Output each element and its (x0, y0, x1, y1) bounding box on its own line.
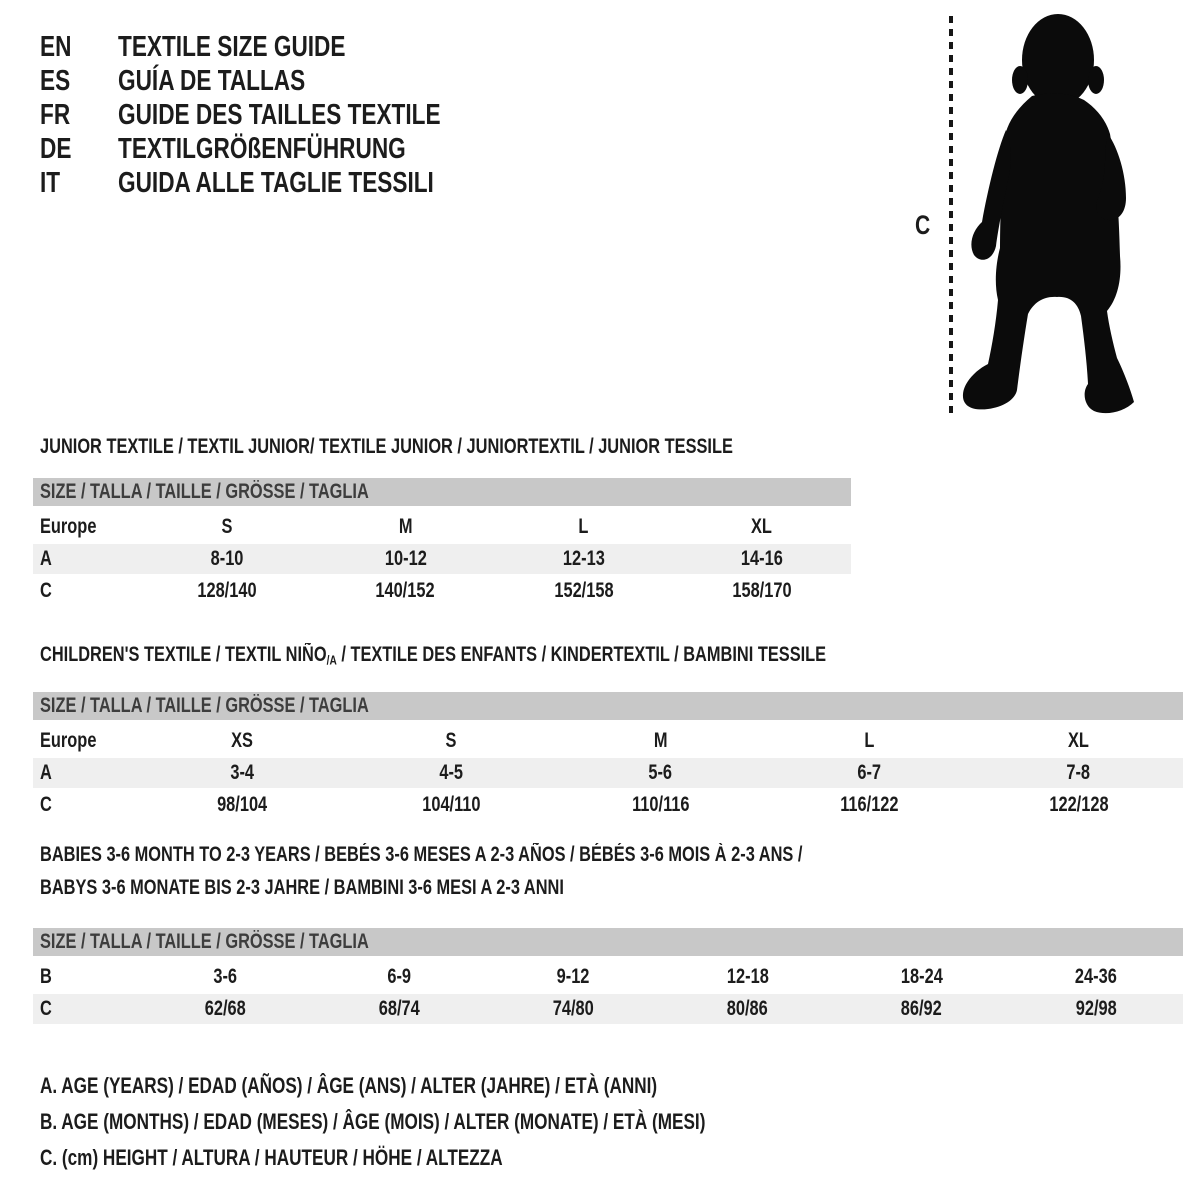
legend-line-a: A. AGE (YEARS) / EDAD (AÑOS) / ÂGE (ANS) / ALTER (JAHRE) / ETÀ (ANNI) (40, 1073, 658, 1098)
lang-code: ES (40, 65, 71, 97)
cell-value: 24-36 (1074, 965, 1117, 988)
row-label: A (40, 547, 52, 570)
babies-title-line: BABYS 3-6 MONATE BIS 2-3 JAHRE / BAMBINI 3-6 MESI A 2-3 ANNI (40, 876, 564, 899)
cell-value: 86/92 (901, 997, 943, 1020)
section-babies-textile (33, 838, 1183, 1026)
junior-row-a (33, 544, 851, 574)
cell-value: 9-12 (557, 965, 590, 988)
lang-code: FR (40, 99, 71, 131)
cell-value: L (864, 729, 875, 752)
cell-value: XL (751, 515, 773, 538)
lang-title: TEXTILGRÖßENFÜHRUNG (118, 133, 406, 165)
cell-value: 128/140 (197, 579, 257, 602)
lang-title: GUIDA ALLE TAGLIE TESSILI (118, 167, 434, 199)
cell-value: 68/74 (378, 997, 420, 1020)
legend-line-c: C. (cm) HEIGHT / ALTURA / HAUTEUR / HÖHE / ALTEZZA (40, 1145, 503, 1170)
cell-value: 3-6 (213, 965, 237, 988)
lang-title: GUIDE DES TAILLES TEXTILE (118, 99, 441, 131)
babies-size-header-band: SIZE / TALLA / TAILLE / GRÖSSE / TAGLIA (33, 928, 1183, 956)
babies-row-b (33, 962, 1183, 992)
lang-title: GUÍA DE TALLAS (118, 65, 306, 97)
lang-row-de (40, 132, 532, 166)
cell-value: 104/110 (422, 793, 481, 816)
lang-title: TEXTILE SIZE GUIDE (118, 31, 346, 63)
cell-value: 12-13 (562, 547, 605, 570)
babies-title-line: BABIES 3-6 MONTH TO 2-3 YEARS / BEBÉS 3-6 MESES A 2-3 AÑOS / BÉBÉS 3-6 MOIS À 2-3 ANS / (40, 843, 803, 866)
children-row-europe (33, 726, 1183, 756)
junior-size-table (33, 478, 851, 606)
cell-value: 3-4 (230, 761, 255, 784)
lang-row-en (40, 30, 532, 64)
cell-value: 6-7 (857, 761, 882, 784)
children-title-line: CHILDREN'S TEXTILE / TEXTIL $NIÑO_{/A}$ / TEXTILE DES ENFANTS / KINDERTEXTIL / BAMBINI TESSILE (40, 643, 827, 668)
cell-value: 98/104 (217, 793, 268, 816)
cell-value: 5-6 (648, 761, 673, 784)
cell-value: 12-18 (726, 965, 769, 988)
babies-row-c (33, 994, 1183, 1024)
height-measure-label: C (915, 210, 931, 240)
section-title (40, 838, 1183, 904)
children-size-header-band: SIZE / TALLA / TAILLE / GRÖSSE / TAGLIA (33, 692, 1183, 720)
lang-row-fr (40, 98, 532, 132)
row-label: Europe (40, 729, 97, 752)
children-row-a (33, 758, 1183, 788)
cell-value: 7-8 (1066, 761, 1091, 784)
section-childrens-textile (33, 638, 1183, 822)
cell-value: 122/128 (1048, 793, 1109, 816)
junior-size-header-band: SIZE / TALLA / TAILLE / GRÖSSE / TAGLIA (33, 478, 851, 506)
cell-value: M (398, 515, 413, 538)
height-measure-dashed-line (949, 16, 953, 416)
cell-value: 116/122 (840, 793, 899, 816)
cell-value: 6-9 (387, 965, 412, 988)
cell-value: L (578, 515, 589, 538)
language-header (40, 30, 532, 200)
cell-value: 140/152 (375, 579, 435, 602)
cell-value: 62/68 (204, 997, 246, 1020)
section-junior-textile (33, 430, 851, 608)
row-label: Europe (40, 515, 97, 538)
junior-title-line: JUNIOR TEXTILE / TEXTIL JUNIOR/ TEXTILE JUNIOR / JUNIORTEXTIL / JUNIOR TESSILE (40, 435, 733, 458)
cell-value: 10-12 (384, 547, 427, 570)
lang-code: EN (40, 31, 72, 63)
legend (40, 1068, 893, 1176)
cell-value: M (653, 729, 668, 752)
cell-value: 80/86 (727, 997, 769, 1020)
row-label: B (40, 965, 52, 988)
toddler-silhouette-icon (960, 8, 1156, 416)
row-label: A (40, 761, 52, 784)
lang-code: IT (40, 167, 61, 199)
lang-row-es (40, 64, 532, 98)
row-label: C (40, 579, 52, 602)
legend-line-b: B. AGE (MONTHS) / EDAD (MESES) / ÂGE (MOIS) / ALTER (MONATE) / ETÀ (MESI) (40, 1109, 706, 1134)
row-label: C (40, 793, 52, 816)
cell-value: 18-24 (900, 965, 943, 988)
cell-value: 74/80 (552, 997, 594, 1020)
cell-value: S (446, 729, 457, 752)
cell-value: 152/158 (554, 579, 614, 602)
cell-value: 158/170 (732, 579, 792, 602)
cell-value: 14-16 (740, 547, 783, 570)
cell-value: 8-10 (210, 547, 244, 570)
lang-row-it (40, 166, 532, 200)
cell-value: 4-5 (439, 761, 464, 784)
section-title (40, 638, 1183, 671)
babies-size-table (33, 928, 1183, 1024)
cell-value: XL (1068, 729, 1089, 752)
junior-row-c (33, 576, 851, 606)
cell-value: 110/116 (631, 793, 690, 816)
lang-code: DE (40, 133, 72, 165)
children-row-c (33, 790, 1183, 820)
section-title (40, 430, 851, 463)
row-label: C (40, 997, 52, 1020)
junior-row-europe (33, 512, 851, 542)
cell-value: S (221, 515, 233, 538)
cell-value: 92/98 (1075, 997, 1117, 1020)
children-size-table (33, 692, 1183, 820)
cell-value: XS (231, 729, 254, 752)
